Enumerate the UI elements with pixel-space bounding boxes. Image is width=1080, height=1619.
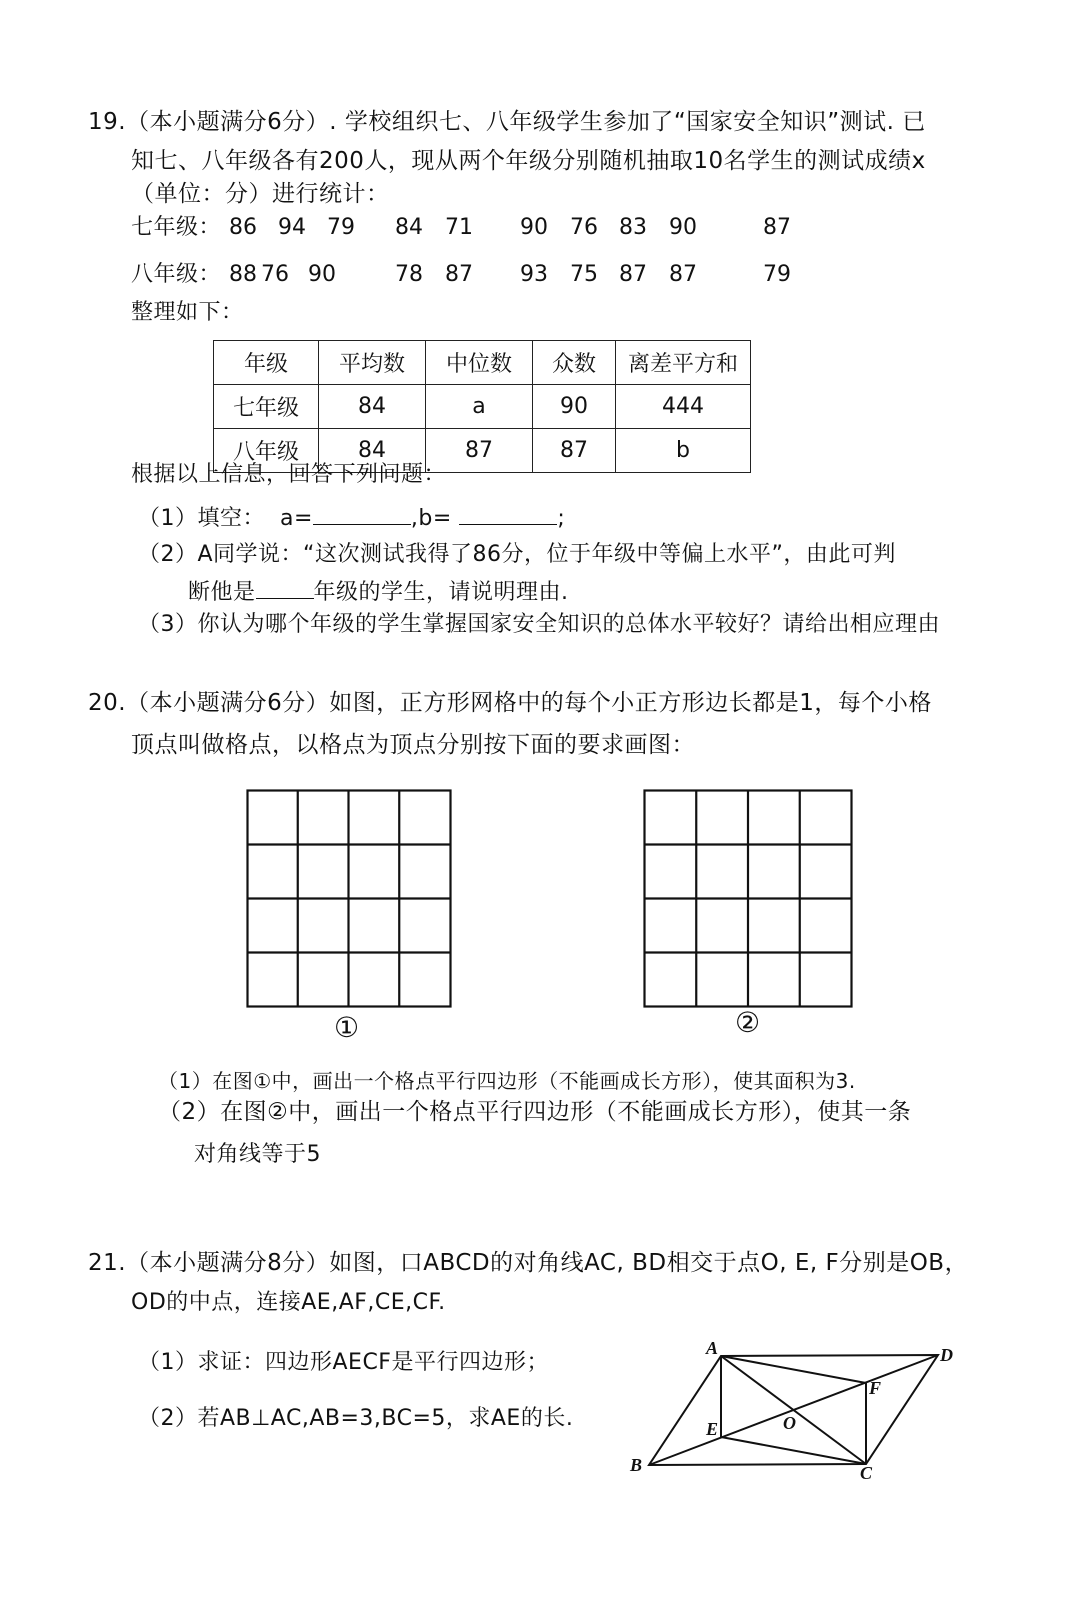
point-f-label: F [869,1378,882,1398]
table-header: 平均数 [319,341,426,385]
q19-part2-line1: （2）A同学说：“这次测试我得了86分，位于年级中等偏上水平”，由此可判 [138,542,896,567]
q21-part2: （2）若AB⊥AC,AB=3,BC=5，求AE的长. [138,1406,574,1431]
grade7-score: 71 [445,215,473,240]
point-o-label: O [783,1413,796,1433]
table-header: 年级 [214,341,319,385]
grade7-score: 87 [763,215,791,240]
q19-part3: （3）你认为哪个年级的学生掌握国家安全知识的总体水平较好？请给出相应理由 [138,612,940,637]
q19-line2: 知七、八年级各有200人，现从两个年级分别随机抽取10名学生的测试成绩x [131,148,926,174]
q19-intro: 根据以上信息，回答下列问题： [131,462,447,487]
q20-part2-line2: 对角线等于5 [194,1142,321,1167]
grade8-label: 八年级： [131,262,222,287]
segment-af [721,1356,866,1383]
part2-text-a: 断他是 [188,580,256,605]
table-header: 中位数 [426,341,533,385]
grade8-score: 90 [308,262,336,287]
organize-label: 整理如下： [131,300,244,325]
grade7-score: 90 [669,215,697,240]
grade8-score: 79 [763,262,791,287]
table-row [214,385,751,429]
q20-line1: 20.（本小题满分6分）如图，正方形网格中的每个小正方形边长都是1，每个小格 [88,690,932,716]
table-cell: a [426,385,533,429]
grade7-score: 76 [570,215,598,240]
table-header-row [214,341,751,385]
grade8-score: 76 [261,262,289,287]
grade8-score: 78 [395,262,423,287]
table-cell: 87 [426,429,533,473]
parallelogram-figure [622,1335,967,1485]
q19-line1: 19.（本小题满分6分）. 学校组织七、八年级学生参加了“国家安全知识”测试. 已 [88,109,926,135]
answer-blank-a[interactable] [313,502,411,525]
q19-part1 [138,502,565,534]
q21-line1: 21.（本小题满分8分）如图，口ABCD的对角线AC, BD相交于点O, E, F分别是OB， [88,1250,969,1276]
grade7-score: 84 [395,215,423,240]
q21-part1: （1）求证：四边形AECF是平行四边形； [138,1350,549,1375]
grade7-score: 94 [278,215,306,240]
q21-line2: OD的中点，连接AE,AF,CE,CF. [131,1290,446,1315]
diagonal-bd [649,1355,938,1465]
stats-table [213,340,751,473]
table-cell: 90 [533,385,616,429]
part1-a: a= [280,506,313,531]
table-cell: 87 [533,429,616,473]
grade7-score: 86 [229,215,257,240]
table-cell: 84 [319,429,426,473]
point-e-label: E [706,1419,719,1439]
part1-b: ,b= [410,506,452,531]
grade8-score: 93 [520,262,548,287]
table-cell: 七年级 [214,385,319,429]
point-b-label: B [630,1455,643,1475]
part2-text-b: 年级的学生，请说明理由. [313,580,569,605]
q20-part1: （1）在图①中，画出一个格点平行四边形（不能画成长方形），使其面积为3. [158,1069,856,1093]
grade8-score: 87 [619,262,647,287]
grid1-label: ① [334,1011,360,1044]
segment-ce [721,1437,866,1464]
grade8-score: 87 [669,262,697,287]
q20-part2-line1: （2）在图②中，画出一个格点平行四边形（不能画成长方形），使其一条 [158,1099,912,1125]
table-cell: b [616,429,751,473]
grade7-score: 90 [520,215,548,240]
table-cell: 八年级 [214,429,319,473]
part1-prefix: （1）填空： [138,506,265,531]
grid-figure-1 [246,789,452,1008]
table-header: 众数 [533,341,616,385]
grade7-score: 83 [619,215,647,240]
point-c-label: C [860,1463,873,1483]
grade7-score: 79 [327,215,355,240]
answer-blank-grade[interactable] [256,576,314,599]
part1-end: ; [557,506,566,531]
q19-part2-line2 [188,576,569,608]
table-header: 离差平方和 [616,341,751,385]
grade8-score: 88 [229,262,257,287]
answer-blank-b[interactable] [459,502,557,525]
point-a-label: A [706,1338,719,1358]
point-d-label: D [940,1345,953,1365]
grade7-label: 七年级： [131,215,222,240]
q19-line3: （单位：分）进行统计： [131,181,390,207]
table-cell: 84 [319,385,426,429]
grade8-score: 87 [445,262,473,287]
grid2-label: ② [735,1006,761,1039]
table-cell: 444 [616,385,751,429]
grade8-score: 75 [570,262,598,287]
q20-line2: 顶点叫做格点，以格点为顶点分别按下面的要求画图： [131,732,695,758]
grid-figure-2 [643,789,853,1008]
